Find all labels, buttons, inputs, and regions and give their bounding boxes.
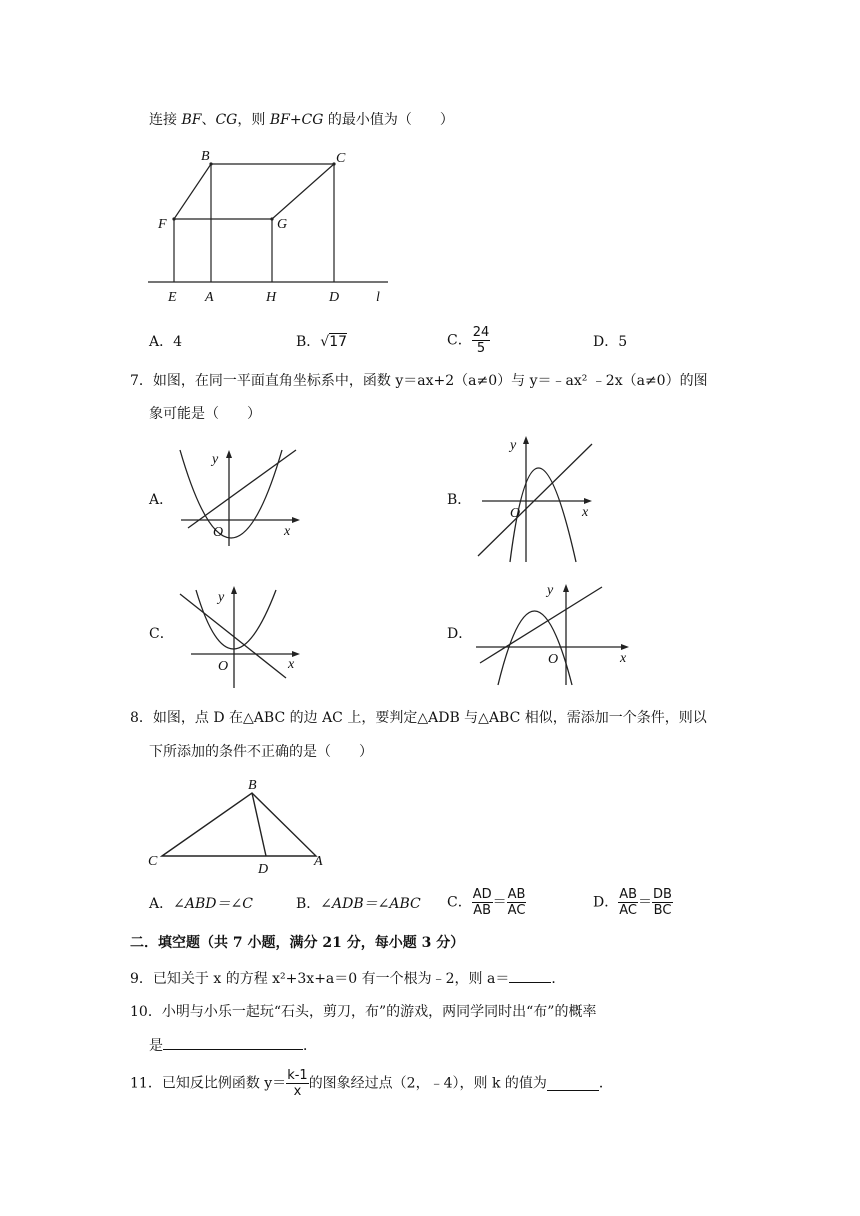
q6-option-b-text: 17	[329, 334, 348, 350]
q10-line2	[149, 1035, 317, 1056]
q7-option-b[interactable]: B．	[447, 492, 472, 508]
q6-label-f: F	[158, 217, 167, 232]
q8-figure	[148, 776, 333, 876]
q7b-origin-label: O	[510, 506, 521, 521]
q6-stem-suffix: 的最小值为（ ）	[323, 112, 454, 128]
q6-option-a-letter: A．	[149, 334, 174, 350]
q8-option-c-d1: AB	[473, 903, 492, 918]
q10-line1: 10．小明与小乐一起玩“石头，剪刀，布”的游戏，两同学同时出“布”的概率	[130, 1004, 597, 1020]
q8-option-d[interactable]	[593, 887, 673, 918]
q6-label-d: D	[329, 290, 340, 305]
q8-label-a: A	[314, 854, 323, 869]
q8-option-c[interactable]	[447, 887, 526, 918]
q9-period: ．	[551, 971, 566, 987]
q6-option-a-text: 4	[173, 334, 183, 350]
q6-option-c-letter: C．	[447, 332, 472, 349]
q8-stem-line2: 下所添加的条件不正确的是（ ）	[149, 744, 373, 760]
q7-graph-a	[176, 446, 301, 546]
q6-figure	[148, 145, 393, 310]
q7c-y-label: y	[218, 590, 225, 605]
q8-option-d-d1: AC	[619, 903, 638, 918]
q6-option-b-letter: B．	[296, 334, 321, 350]
q11-text-a: 11．已知反比例函数 y＝	[130, 1075, 287, 1092]
q10-period: ．	[303, 1038, 317, 1054]
q11-period: ．	[598, 1075, 613, 1092]
q7d-y-label: y	[547, 583, 554, 598]
q11-den: x	[293, 1084, 302, 1099]
q6-option-d-letter: D．	[593, 334, 619, 350]
q7d-origin-label: O	[548, 652, 559, 667]
q6-stem-mid: ，则	[237, 112, 270, 128]
q11-num: k-1	[287, 1068, 308, 1083]
q6-label-g: G	[277, 217, 288, 232]
q8-label-d: D	[258, 862, 269, 877]
q8-option-c-frac1	[472, 887, 493, 918]
q8-option-d-d2: BC	[653, 903, 672, 918]
q8-option-a[interactable]	[149, 894, 253, 914]
q6-option-d[interactable]	[593, 332, 627, 352]
q6-label-l: l	[376, 290, 380, 305]
q8-option-d-frac2	[652, 887, 673, 918]
q7c-origin-label: O	[218, 659, 229, 674]
q8-option-a-text: ∠ABD＝∠C	[173, 896, 253, 912]
q7d-x-label: x	[620, 651, 627, 666]
q11-answer-blank[interactable]	[547, 1076, 599, 1091]
q6-stem-cg: CG	[215, 112, 238, 128]
q6-option-c-den: 5	[476, 341, 486, 356]
q6-stem-bf: BF	[181, 112, 202, 128]
q10-answer-blank[interactable]	[163, 1035, 303, 1050]
q7b-y-label: y	[510, 438, 517, 453]
q8-option-b-letter: B．	[296, 896, 321, 912]
q8-option-a-letter: A．	[149, 896, 174, 912]
q7-graph-d	[472, 577, 632, 687]
q8-option-d-eq: ＝	[638, 894, 653, 911]
q7-graph-c	[176, 580, 301, 690]
q6-option-c-fraction	[472, 325, 491, 356]
q7a-x-label: x	[284, 524, 291, 539]
q7-stem-line2: 象可能是（ ）	[149, 406, 261, 422]
q8-option-b-text: ∠ADB＝∠ABC	[320, 896, 421, 912]
q8-option-c-eq: ＝	[492, 894, 507, 911]
q6-label-c: C	[336, 151, 346, 166]
q8-label-b: B	[248, 778, 257, 793]
q8-option-b[interactable]	[296, 894, 421, 914]
q8-label-c: C	[148, 854, 158, 869]
q11	[130, 1068, 613, 1099]
q9	[130, 968, 565, 989]
q8-option-d-frac1	[618, 887, 638, 918]
q6-option-b[interactable]	[296, 332, 347, 352]
q8-option-c-n1: AD	[472, 887, 492, 902]
q6-option-d-text: 5	[618, 334, 628, 350]
q8-option-d-n1: AB	[619, 887, 638, 902]
section-heading: 二．填空题（共 7 小题，满分 21 分，每小题 3 分）	[130, 935, 465, 951]
q10-text: 是	[149, 1038, 163, 1054]
q6-label-b: B	[201, 149, 210, 164]
q7a-y-label: y	[212, 452, 219, 467]
q8-option-c-letter: C．	[447, 894, 472, 911]
q6-stem-sum: BF+CG	[269, 112, 324, 128]
q6-label-a: A	[205, 290, 214, 305]
q7-option-a[interactable]: A．	[149, 492, 174, 508]
q8-option-c-frac2	[507, 887, 527, 918]
q6-stem-sep: 、	[201, 112, 216, 128]
q8-stem-line1: 8．如图，点 D 在△ABC 的边 AC 上，要判定△ADB 与△ABC 相似，需添加一个条件，则以	[130, 710, 707, 726]
q6-option-c-num: 24	[472, 325, 490, 340]
q6-label-e: E	[168, 290, 177, 305]
q8-option-c-d2: AC	[507, 903, 526, 918]
sqrt-icon: √	[320, 334, 330, 350]
q7-option-c[interactable]: C．	[149, 626, 174, 642]
q8-option-c-n2: AB	[507, 887, 526, 902]
q6-label-h: H	[266, 290, 277, 305]
q11-text-b: 的图象经过点（2，﹣4），则 k 的值为	[308, 1075, 547, 1092]
q7a-origin-label: O	[213, 525, 224, 540]
q7-stem-line1: 7．如图，在同一平面直角坐标系中，函数 y＝ax+2（a≠0）与 y＝﹣ax² ﹣2x（a≠0）的图	[130, 373, 708, 389]
q6-stem	[149, 110, 454, 130]
q7-graph-b	[474, 434, 599, 564]
q9-answer-blank[interactable]	[509, 968, 551, 983]
q6-option-a[interactable]	[149, 332, 182, 352]
q7c-x-label: x	[288, 657, 295, 672]
q6-stem-prefix: 连接	[149, 112, 182, 128]
q11-fraction	[286, 1068, 309, 1099]
q9-text: 9．已知关于 x 的方程 x²+3x+a＝0 有一个根为﹣2，则 a＝	[130, 971, 510, 987]
q7-option-d[interactable]: D．	[447, 626, 473, 642]
q6-option-c[interactable]	[447, 325, 490, 356]
q8-option-d-n2: DB	[653, 887, 672, 902]
q7b-x-label: x	[582, 505, 589, 520]
q8-option-d-letter: D．	[593, 894, 619, 911]
